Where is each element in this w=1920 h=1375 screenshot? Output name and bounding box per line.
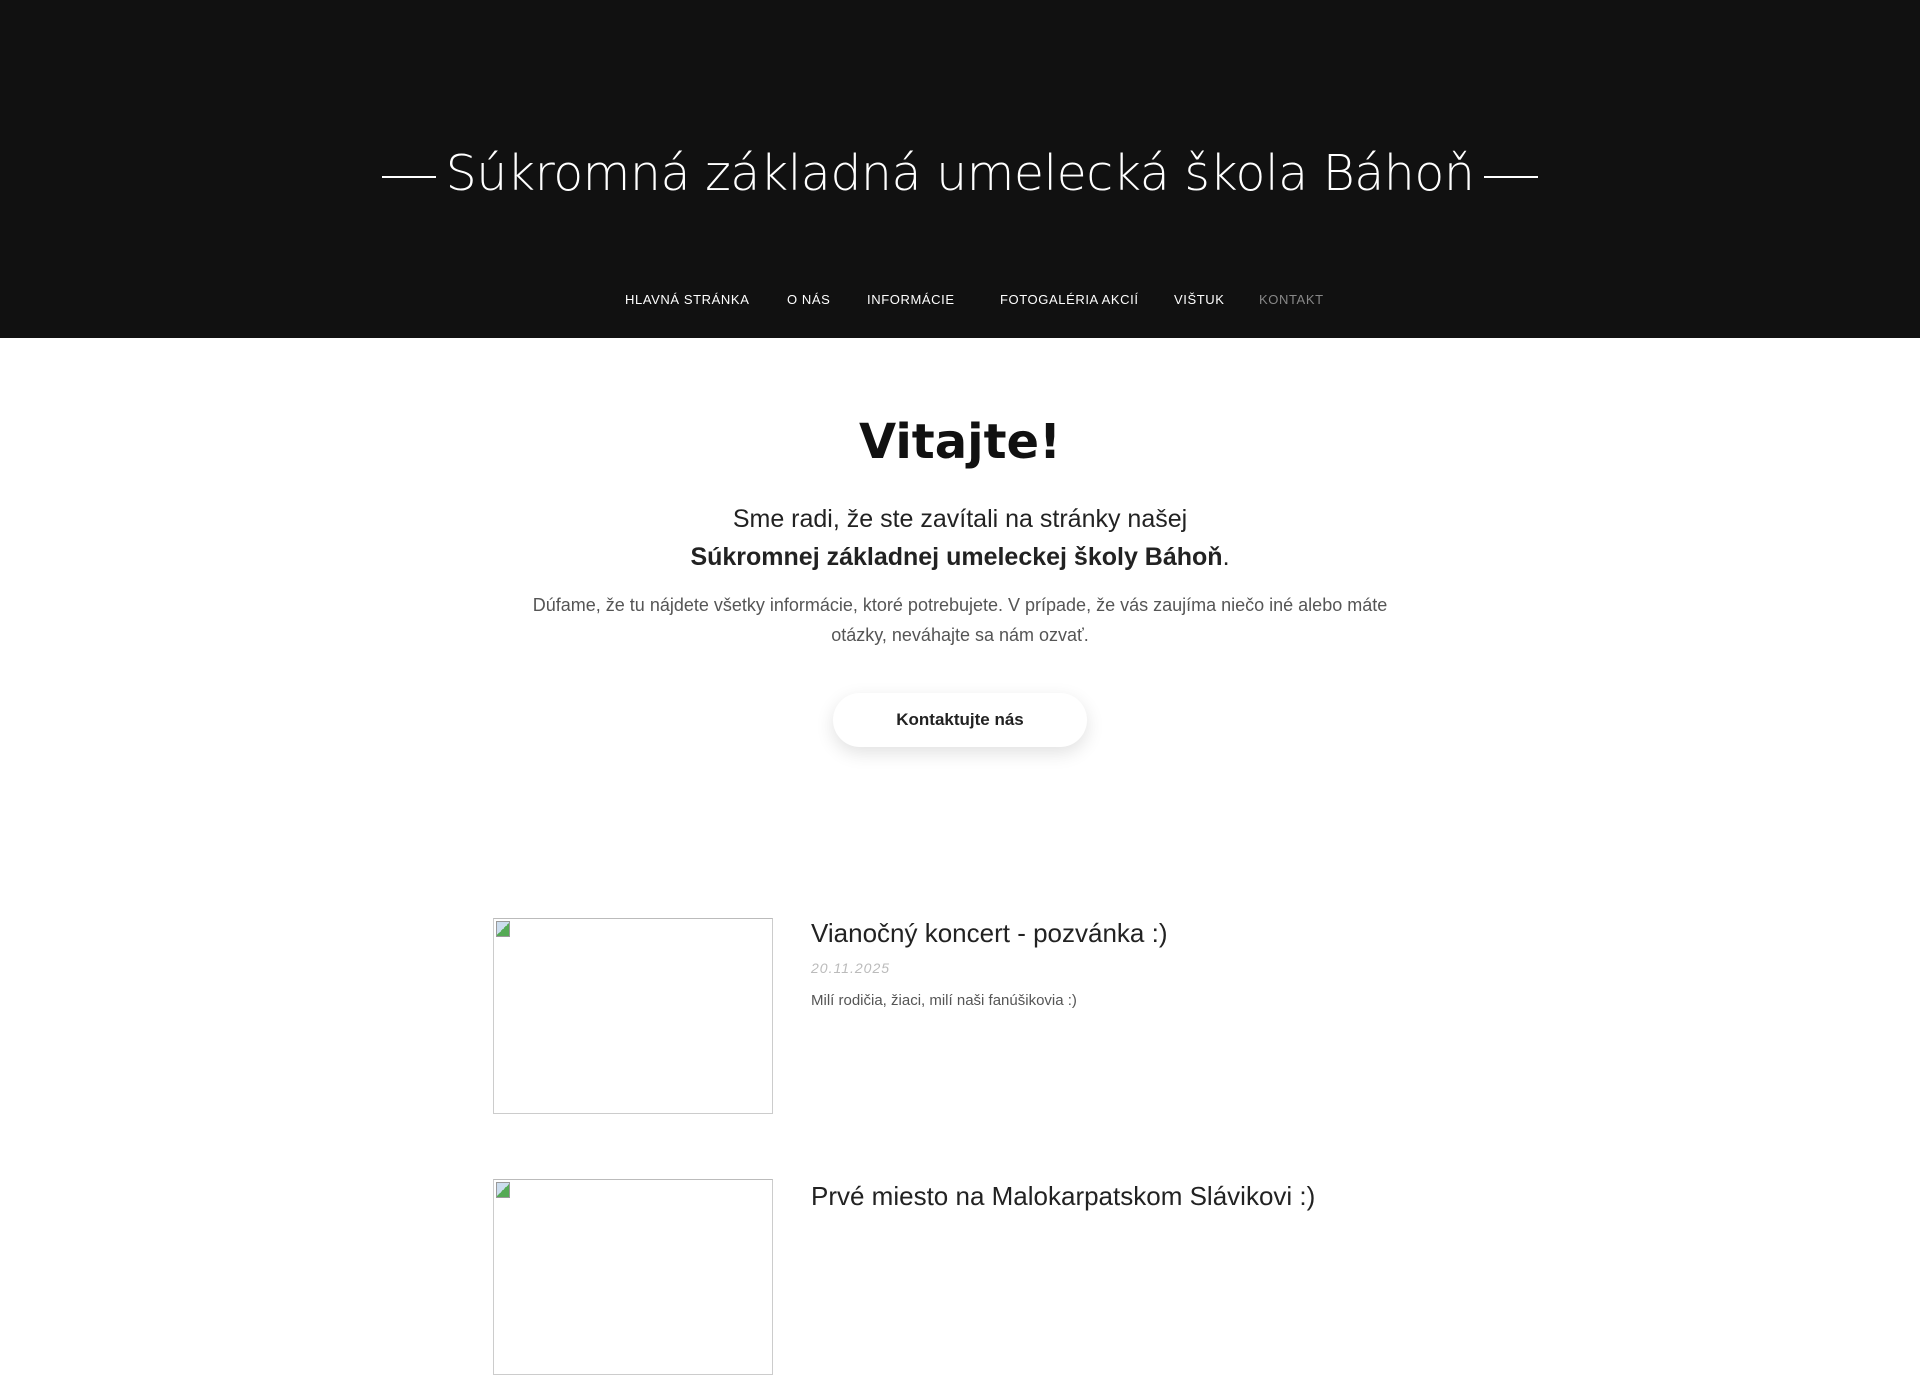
welcome-heading: Vitajte! <box>859 414 1061 470</box>
site-title[interactable] <box>0 145 1920 202</box>
welcome-lead <box>0 500 1920 576</box>
post-title[interactable]: Prvé miesto na Malokarpatskom Slávikovi :) <box>811 1181 1316 1211</box>
nav-vistuk[interactable]: VIŠTUK <box>1174 292 1225 307</box>
title-decor-line <box>1484 176 1538 178</box>
nav-info[interactable]: INFORMÁCIE <box>867 292 955 307</box>
nav-gallery[interactable]: FOTOGALÉRIA AKCIÍ <box>1000 292 1139 307</box>
post-date: 20.11.2025 <box>811 960 891 976</box>
broken-image-icon <box>496 921 510 937</box>
nav-home[interactable]: HLAVNÁ STRÁNKA <box>625 292 750 307</box>
welcome-paragraph: Dúfame, že tu nájdete všetky informácie, ktoré potrebujete. V prípade, že vás zaujíma niečo iné alebo máte otázky, neváhajte sa nám ozvať. <box>532 595 1388 645</box>
broken-image-icon <box>496 1182 510 1198</box>
nav-contact[interactable]: KONTAKT <box>1259 292 1324 307</box>
lead-school-name: Súkromnej základnej umeleckej školy Báhoň <box>690 543 1223 571</box>
post-excerpt: Milí rodičia, žiaci, milí naši fanúšikovia :) <box>811 992 1077 1009</box>
post-title[interactable]: Vianočný koncert - pozvánka :) <box>811 918 1168 948</box>
site-title-text: Súkromná základná umelecká škola Báhoň <box>445 145 1475 202</box>
lead-line-1: Sme radi, že ste zavítali na stránky našej <box>732 505 1188 533</box>
post-image[interactable] <box>493 1179 773 1375</box>
site-header <box>0 0 1920 338</box>
post-image[interactable] <box>493 918 773 1114</box>
main-nav <box>0 292 1920 312</box>
contact-us-button[interactable]: Kontaktujte nás <box>833 693 1087 747</box>
nav-about[interactable]: O NÁS <box>787 292 831 307</box>
title-decor-line <box>382 176 436 178</box>
lead-period: . <box>1222 543 1230 571</box>
